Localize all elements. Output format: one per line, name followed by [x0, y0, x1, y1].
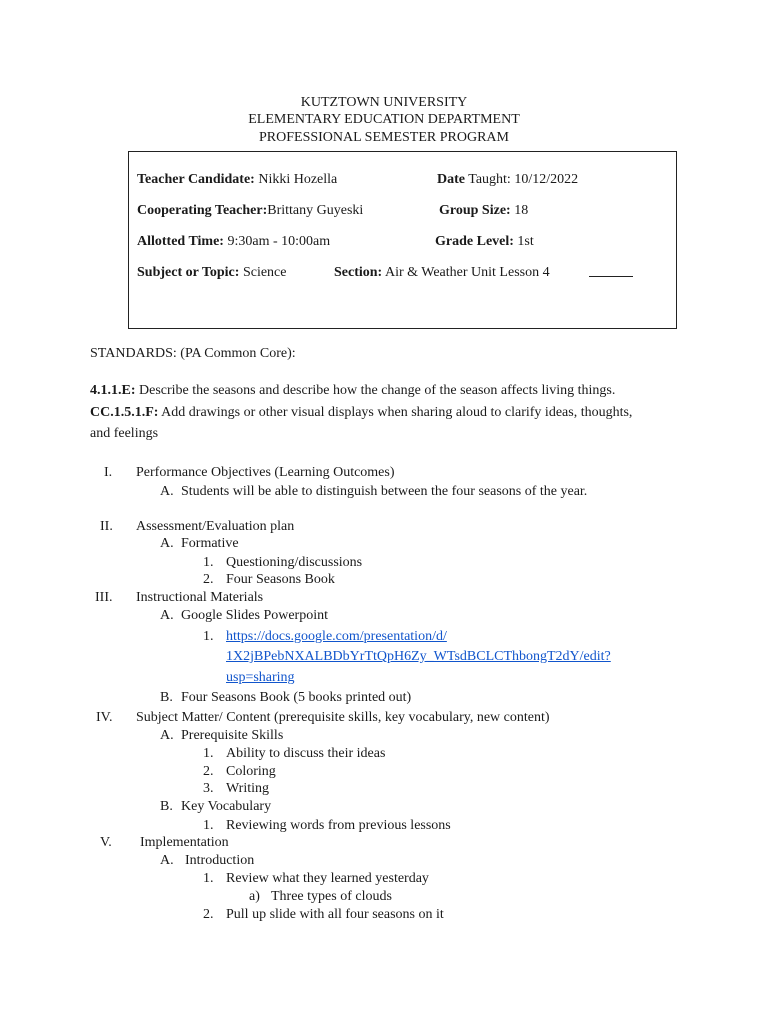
outline-heading: Performance Objectives (Learning Outcomes) [136, 465, 395, 480]
outline-number: V. [100, 835, 112, 850]
group-size-row [439, 202, 528, 220]
outline-item: Formative [181, 536, 239, 551]
outline-letter: A. [160, 536, 174, 551]
outline-heading: Assessment/Evaluation plan [136, 519, 295, 534]
outline-number: III. [95, 590, 113, 605]
outline-number: I. [104, 465, 113, 480]
standard-1-text: Describe the seasons and describe how the change of the season affects living things. [139, 383, 616, 398]
outline-item: Questioning/discussions [226, 555, 363, 570]
outline-letter: A. [160, 484, 174, 499]
standard-1 [90, 382, 615, 400]
outline-item: Introduction [185, 853, 255, 868]
cooperating-teacher-value: Brittany Guyeski [267, 203, 364, 218]
outline-item: Writing [226, 781, 269, 796]
teacher-candidate-row [137, 171, 337, 189]
outline-item: Google Slides Powerpoint [181, 608, 328, 623]
allotted-time-label: Allotted Time: [137, 234, 224, 249]
grade-level-value: 1st [517, 234, 534, 249]
outline-letter: B. [160, 690, 173, 705]
outline-digit: 1. [203, 629, 214, 644]
section-blank-line [589, 264, 633, 283]
outline-item: Review what they learned yesterday [226, 871, 429, 886]
allotted-time-row [137, 233, 330, 251]
outline-item: Four Seasons Book [226, 572, 335, 587]
group-size-value: 18 [514, 203, 529, 218]
outline-item: Key Vocabulary [181, 799, 272, 814]
slides-link-line3[interactable]: usp=sharing [226, 670, 295, 685]
outline-number: II. [100, 519, 113, 534]
date-label: Date [437, 172, 465, 187]
outline-subletter: a) [249, 889, 260, 904]
outline-number: IV. [96, 710, 113, 725]
outline-heading: Subject Matter/ Content (prerequisite skills, key vocabulary, new content) [136, 710, 550, 725]
slides-link-line2[interactable]: 1X2jBPebNXALBDbYrTtQpH6Zy_WTsdBCLCThbongT2dY/edit? [226, 649, 611, 664]
outline-item: Students will be able to distinguish between the four seasons of the year. [181, 484, 588, 499]
teacher-candidate-value: Nikki Hozella [258, 172, 338, 187]
outline-digit: 1. [203, 555, 214, 570]
outline-digit: 2. [203, 907, 214, 922]
slides-link-line1[interactable]: https://docs.google.com/presentation/d/ [226, 629, 447, 644]
grade-level-row [435, 233, 534, 251]
allotted-time-value: 9:30am - 10:00am [227, 234, 331, 249]
teacher-candidate-label: Teacher Candidate: [137, 172, 255, 187]
outline-letter: B. [160, 799, 173, 814]
outline-item: Four Seasons Book (5 books printed out) [181, 690, 412, 705]
grade-level-label: Grade Level: [435, 234, 514, 249]
outline-digit: 1. [203, 818, 214, 833]
header-university: KUTZTOWN UNIVERSITY [300, 95, 468, 110]
outline-digit: 2. [203, 572, 214, 587]
outline-item: Ability to discuss their ideas [226, 746, 386, 761]
standard-1-code: 4.1.1.E: [90, 383, 136, 398]
standard-2-text-line1: Add drawings or other visual displays when sharing aloud to clarify ideas, thoughts, [161, 405, 633, 420]
group-size-label: Group Size: [439, 203, 511, 218]
outline-digit: 3. [203, 781, 214, 796]
cooperating-teacher-label: Cooperating Teacher: [137, 203, 268, 218]
outline-item: Reviewing words from previous lessons [226, 818, 451, 833]
header-program: PROFESSIONAL SEMESTER PROGRAM [259, 130, 509, 145]
outline-item: Pull up slide with all four seasons on it [226, 907, 444, 922]
outline-item: Coloring [226, 764, 276, 779]
cooperating-teacher-row [137, 202, 363, 220]
standards-heading: STANDARDS: (PA Common Core): [90, 346, 296, 361]
outline-letter: A. [160, 608, 174, 623]
section-label: Section: [334, 265, 383, 280]
section-value: Air & Weather Unit Lesson 4 [384, 265, 550, 280]
section-row [334, 264, 550, 282]
outline-item: Prerequisite Skills [181, 728, 284, 743]
subject-label: Subject or Topic: [137, 265, 240, 280]
outline-item: Three types of clouds [271, 889, 392, 904]
outline-heading: Implementation [140, 835, 229, 850]
outline-heading: Instructional Materials [136, 590, 264, 605]
standard-2-text-line2: and feelings [90, 426, 159, 441]
header-department: ELEMENTARY EDUCATION DEPARTMENT [248, 112, 520, 127]
standard-2-code: CC.1.5.1.F: [90, 405, 159, 420]
outline-letter: A. [160, 728, 174, 743]
outline-letter: A. [160, 853, 174, 868]
subject-row [137, 264, 286, 282]
date-row [437, 171, 578, 189]
outline-digit: 1. [203, 746, 214, 761]
date-value: Taught: 10/12/2022 [468, 172, 579, 187]
outline-digit: 2. [203, 764, 214, 779]
outline-digit: 1. [203, 871, 214, 886]
subject-value: Science [242, 265, 287, 280]
standard-2 [90, 404, 632, 422]
